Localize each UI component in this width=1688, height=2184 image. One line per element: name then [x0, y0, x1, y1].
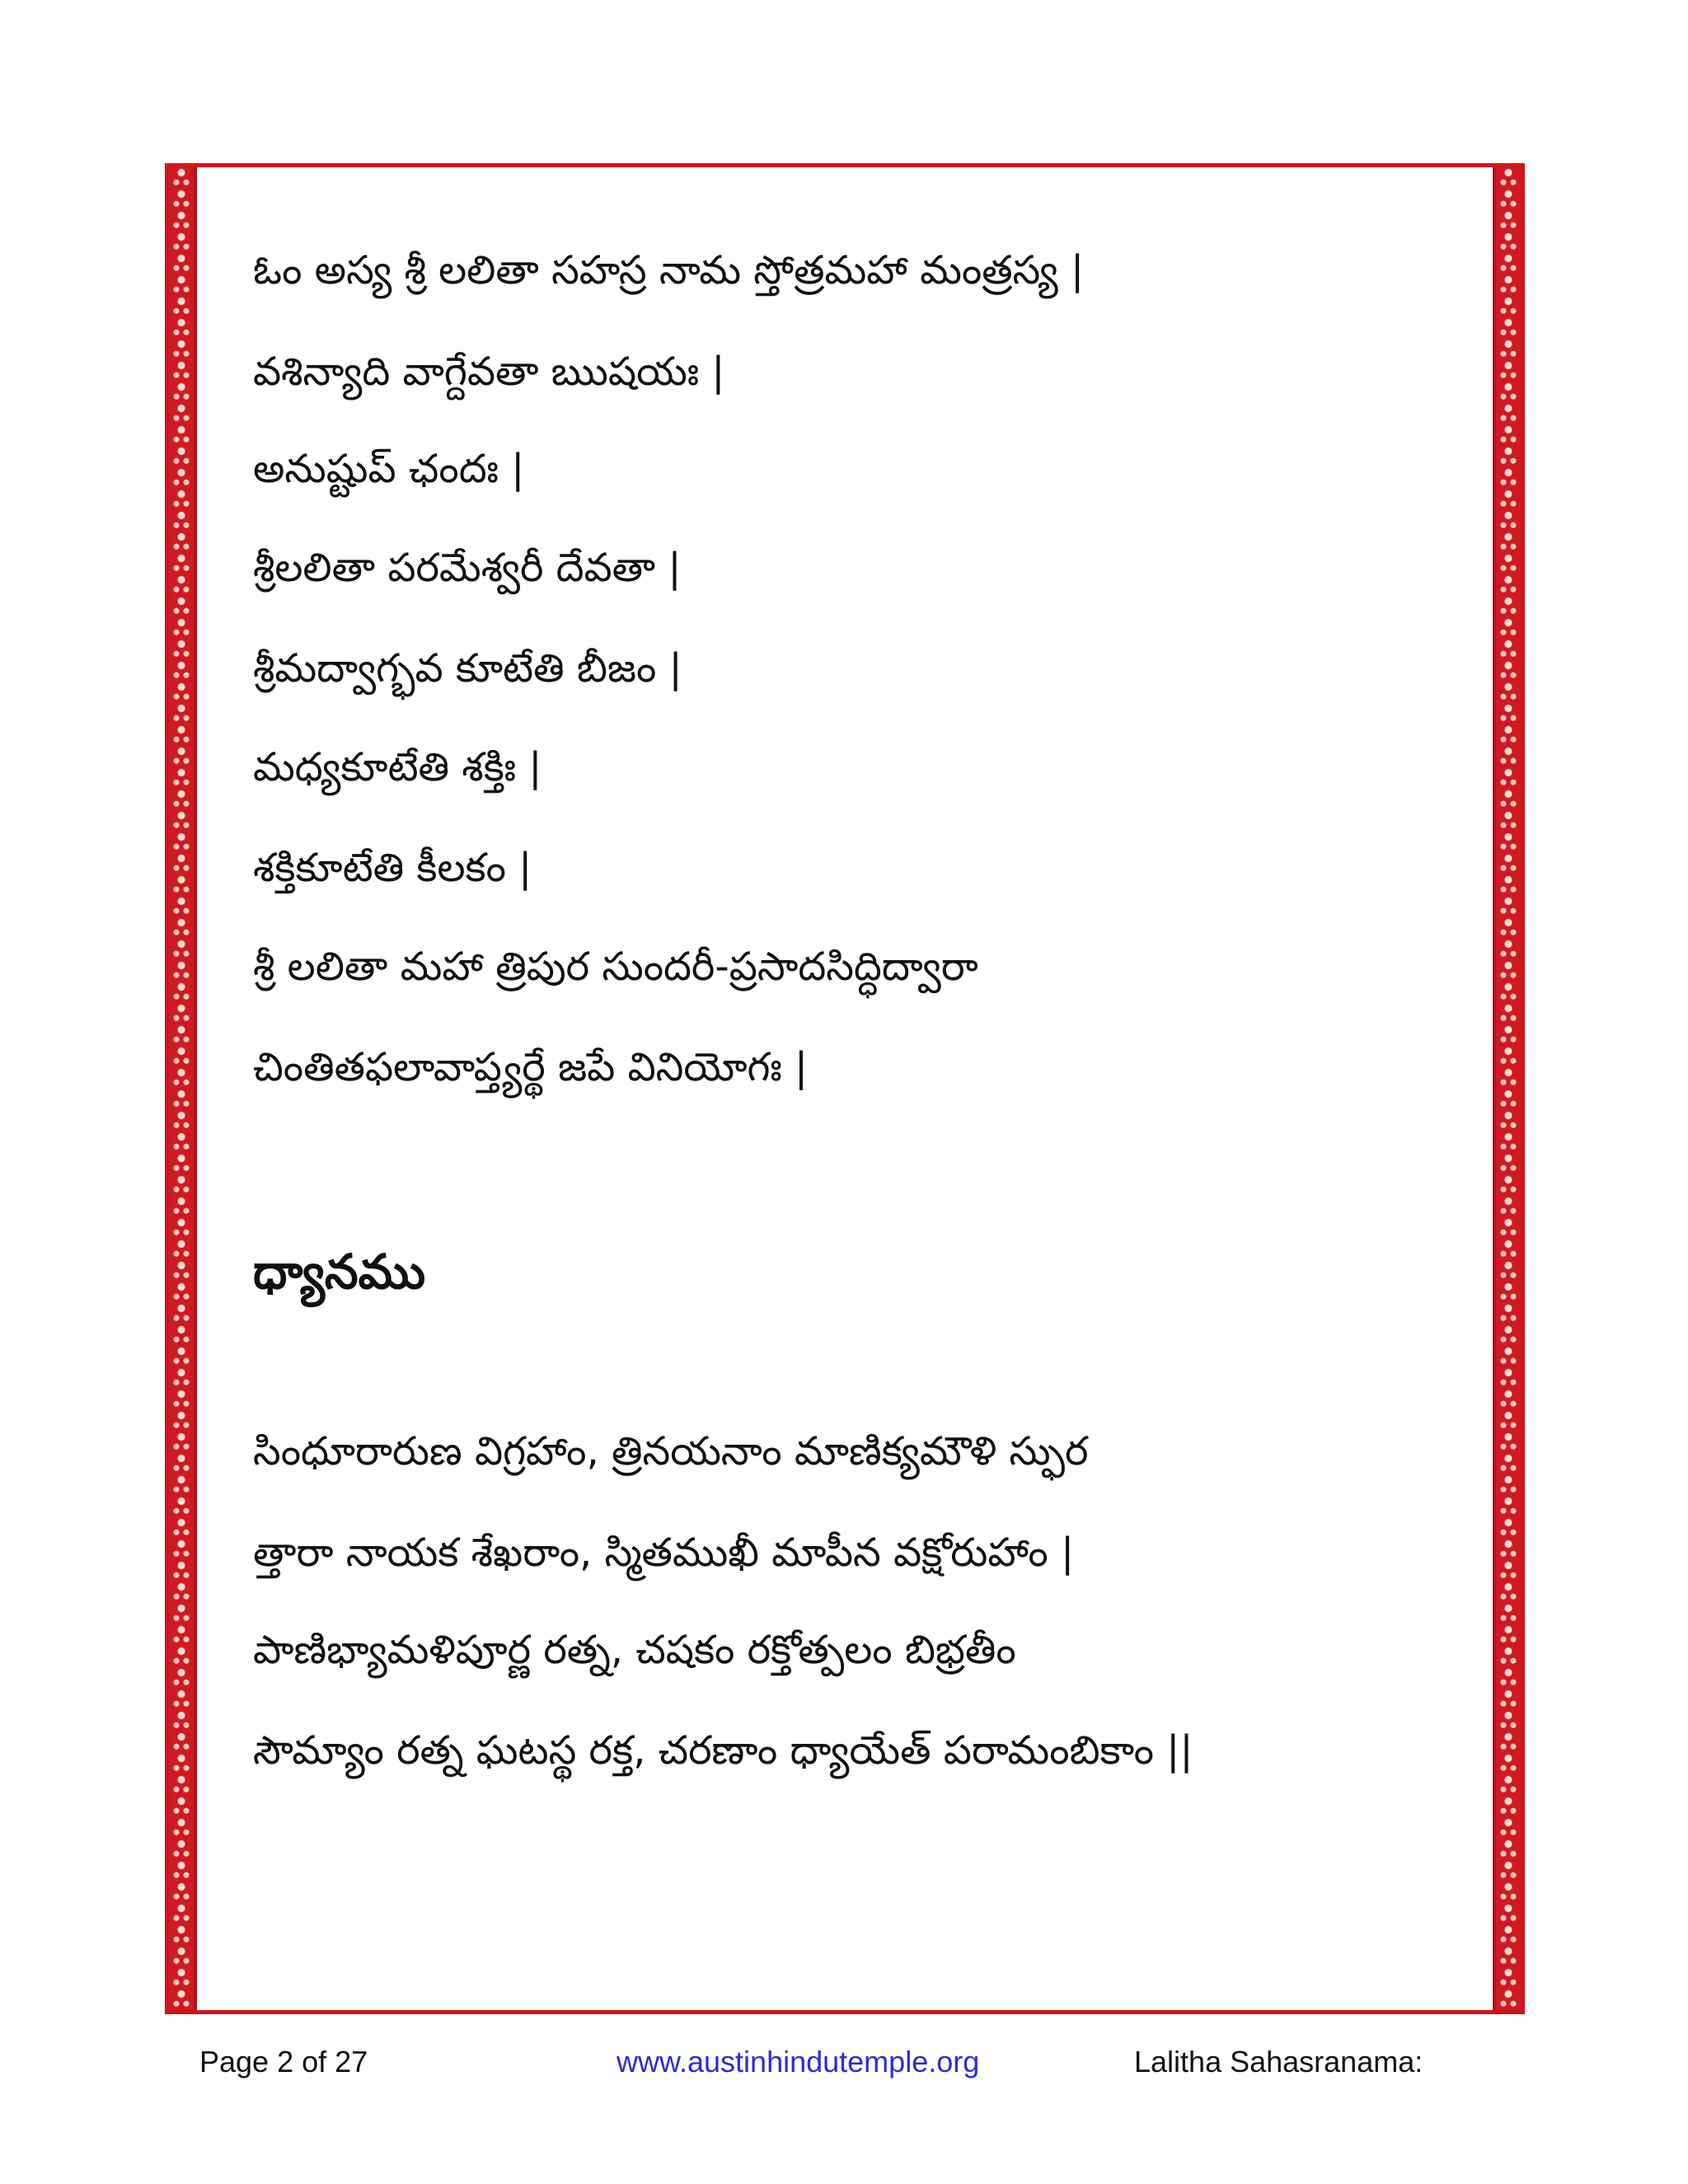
verse-line-1: ఓం అస్య శ్రీ లలితా సహస్ర నామ స్తోత్రమహా మంత్రస్య |: [253, 247, 1085, 293]
dhyanam-line-2: త్తారా నాయక శేఖరాం, స్మితముఖీ మాపీన వక్షోరుహాం |: [253, 1530, 1075, 1576]
right-ornamental-border: [1496, 167, 1521, 2010]
right-border-edge: [1493, 167, 1496, 2010]
page-number: Page 2 of 27: [199, 2045, 368, 2079]
dhyanam-line-4: సౌమ్యాం రత్న ఘటస్థ రక్త, చరణాం ధ్యాయేత్ పరామంబికాం ||: [253, 1727, 1193, 1774]
verse-line-9: చింతితఫలావాప్త్యర్థే జపే వినియోగః |: [253, 1044, 809, 1090]
decorative-page-frame: [165, 163, 1525, 2014]
dhyanam-line-3: పాణిభ్యామళిపూర్ణ రత్న, చషకం రక్తోత్పలం బిభ్రతీం: [253, 1627, 1016, 1673]
verse-line-2: వశిన్యాది వాగ్దేవతా ఋషయః |: [253, 349, 725, 395]
left-ornamental-border: [169, 167, 194, 2010]
verse-line-8: శ్రీ లలితా మహా త్రిపుర సుందరీ-ప్రసాదసిద్ధిద్వారా: [253, 944, 978, 990]
dhyanam-heading: ధ్యానము: [253, 1244, 426, 1300]
verse-line-7: శక్తికూటేతి కీలకం |: [253, 845, 532, 891]
verse-line-5: శ్రీమద్వాగ్భవ కూటేతి బీజం |: [253, 645, 682, 691]
document-title: Lalitha Sahasranama:: [1134, 2045, 1423, 2079]
left-border-edge: [194, 167, 197, 2010]
verse-line-4: శ్రీలలితా పరమేశ్వరీ దేవతా |: [253, 545, 682, 591]
website-link[interactable]: www.austinhindutemple.org: [617, 2045, 980, 2079]
dhyanam-line-1: సింధూరారుణ విగ్రహాం, త్రినయనాం మాణిక్యమౌళి స్ఫుర: [253, 1428, 1089, 1474]
verse-line-3: అనుష్టుప్ ఛందః |: [253, 446, 525, 492]
verse-line-6: మధ్యకూటేతి శక్తిః |: [253, 744, 542, 790]
